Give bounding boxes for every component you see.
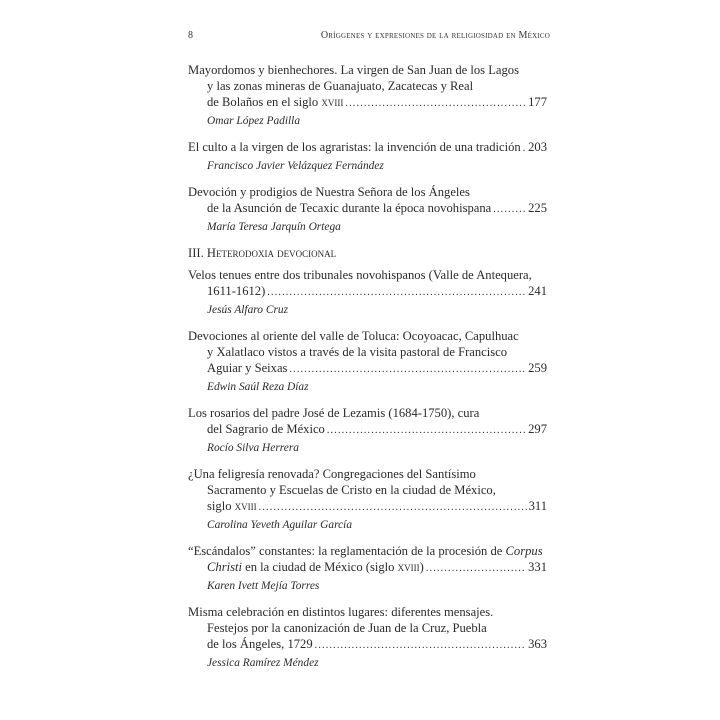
entry-page-number: 297 <box>528 422 547 436</box>
entry-page-number: 225 <box>528 201 547 215</box>
entry-page-number: 203 <box>528 140 547 154</box>
entry-title-line: Devociones al oriente del valle de Toluca: Ocoyoacac, Capulhuac <box>188 329 519 343</box>
entry-title-last-line: de la Asunción de Tecaxic durante la época novohispana ..... 225 <box>188 200 547 218</box>
dot-leader <box>426 561 526 577</box>
dot-leader <box>267 285 526 301</box>
entry-title-last-line: 1611-1612) ..... 241 <box>188 283 547 301</box>
table-of-contents <box>188 62 547 681</box>
entry-author: Omar López Padilla <box>207 115 301 127</box>
entry-title-line: Mayordomos y bienhechores. La virgen de San Juan de los Lagos <box>188 63 519 77</box>
entry-page-number: 331 <box>528 560 547 574</box>
entry-author: Francisco Javier Velázquez Fernández <box>207 160 384 172</box>
entry-title-line: ¿Una feligresía renovada? Congregaciones del Santísimo <box>188 467 476 481</box>
entry-title-last-line: siglo xviii ..... 311 <box>188 498 547 516</box>
dot-leader <box>523 141 526 157</box>
toc-entry <box>188 604 547 671</box>
entry-page-number: 311 <box>528 499 547 513</box>
toc-entry <box>188 184 547 235</box>
book-title: Oríggenes y expresiones de la religiosidad en México <box>320 30 550 41</box>
toc-entry <box>188 466 547 533</box>
entry-page-number: 259 <box>528 361 547 375</box>
toc-entry <box>188 267 547 318</box>
entry-author: Carolina Yeveth Aguilar García <box>207 519 353 531</box>
entry-title-line: Misma celebración en distintos lugares: diferentes mensajes. <box>188 605 494 619</box>
entry-author: María Teresa Jarquín Ortega <box>207 221 341 233</box>
dot-leader <box>493 202 526 218</box>
entry-author: Edwin Saúl Reza Díaz <box>207 381 309 393</box>
entry-page-number: 177 <box>528 95 547 109</box>
entry-title-line: Festejos por la canonización de Juan de la Cruz, Puebla <box>207 621 487 635</box>
toc-entry <box>188 328 547 395</box>
entry-page-number: 241 <box>528 284 547 298</box>
toc-entry <box>188 139 547 174</box>
running-head <box>188 29 550 43</box>
entry-title-last-line: El culto a la virgen de los agraristas: la invención de una tradición ..... 203 <box>188 139 547 157</box>
entry-title-line: Devoción y prodigios de Nuestra Señora de los Ángeles <box>188 185 470 199</box>
section-heading: III. Heterodoxia devocional <box>188 246 337 260</box>
entry-title-last-line: Aguiar y Seixas ..... 259 <box>188 360 547 378</box>
dot-leader <box>315 638 526 654</box>
entry-title-line: “Escándalos” constantes: la reglamentación de la procesión de Corpus <box>188 544 543 558</box>
entry-title-line: Sacramento y Escuelas de Cristo en la ciudad de México, <box>207 483 496 497</box>
entry-title-line: y las zonas mineras de Guanajuato, Zacatecas y Real <box>207 79 474 93</box>
dot-leader <box>327 423 526 439</box>
entry-title-line: y Xalatlaco vistos a través de la visita pastoral de Francisco <box>207 345 508 359</box>
entry-title-line: Los rosarios del padre José de Lezamis (1684-1750), cura <box>188 406 480 420</box>
entry-title-line: Velos tenues entre dos tribunales novohispanos (Valle de Antequera, <box>188 268 532 282</box>
dot-leader <box>345 96 526 112</box>
entry-title-last-line: Christi en la ciudad de México (siglo xviii) ..... 331 <box>188 559 547 577</box>
dot-leader <box>289 362 526 378</box>
toc-entry <box>188 405 547 456</box>
toc-entry <box>188 62 547 129</box>
dot-leader <box>259 500 527 516</box>
entry-title-last-line: de los Ángeles, 1729 ..... 363 <box>188 636 547 654</box>
entry-author: Jesús Alfaro Cruz <box>207 304 289 316</box>
entry-page-number: 363 <box>528 637 547 651</box>
toc-entry <box>188 543 547 594</box>
entry-author: Karen Ivett Mejía Torres <box>207 580 320 592</box>
page-number: 8 <box>188 30 193 41</box>
entry-title-last-line: del Sagrario de México ..... 297 <box>188 421 547 439</box>
entry-author: Rocío Silva Herrera <box>207 442 299 454</box>
entry-title-last-line: de Bolaños en el siglo xviii ..... 177 <box>188 94 547 112</box>
entry-author: Jessica Ramírez Méndez <box>207 657 319 669</box>
